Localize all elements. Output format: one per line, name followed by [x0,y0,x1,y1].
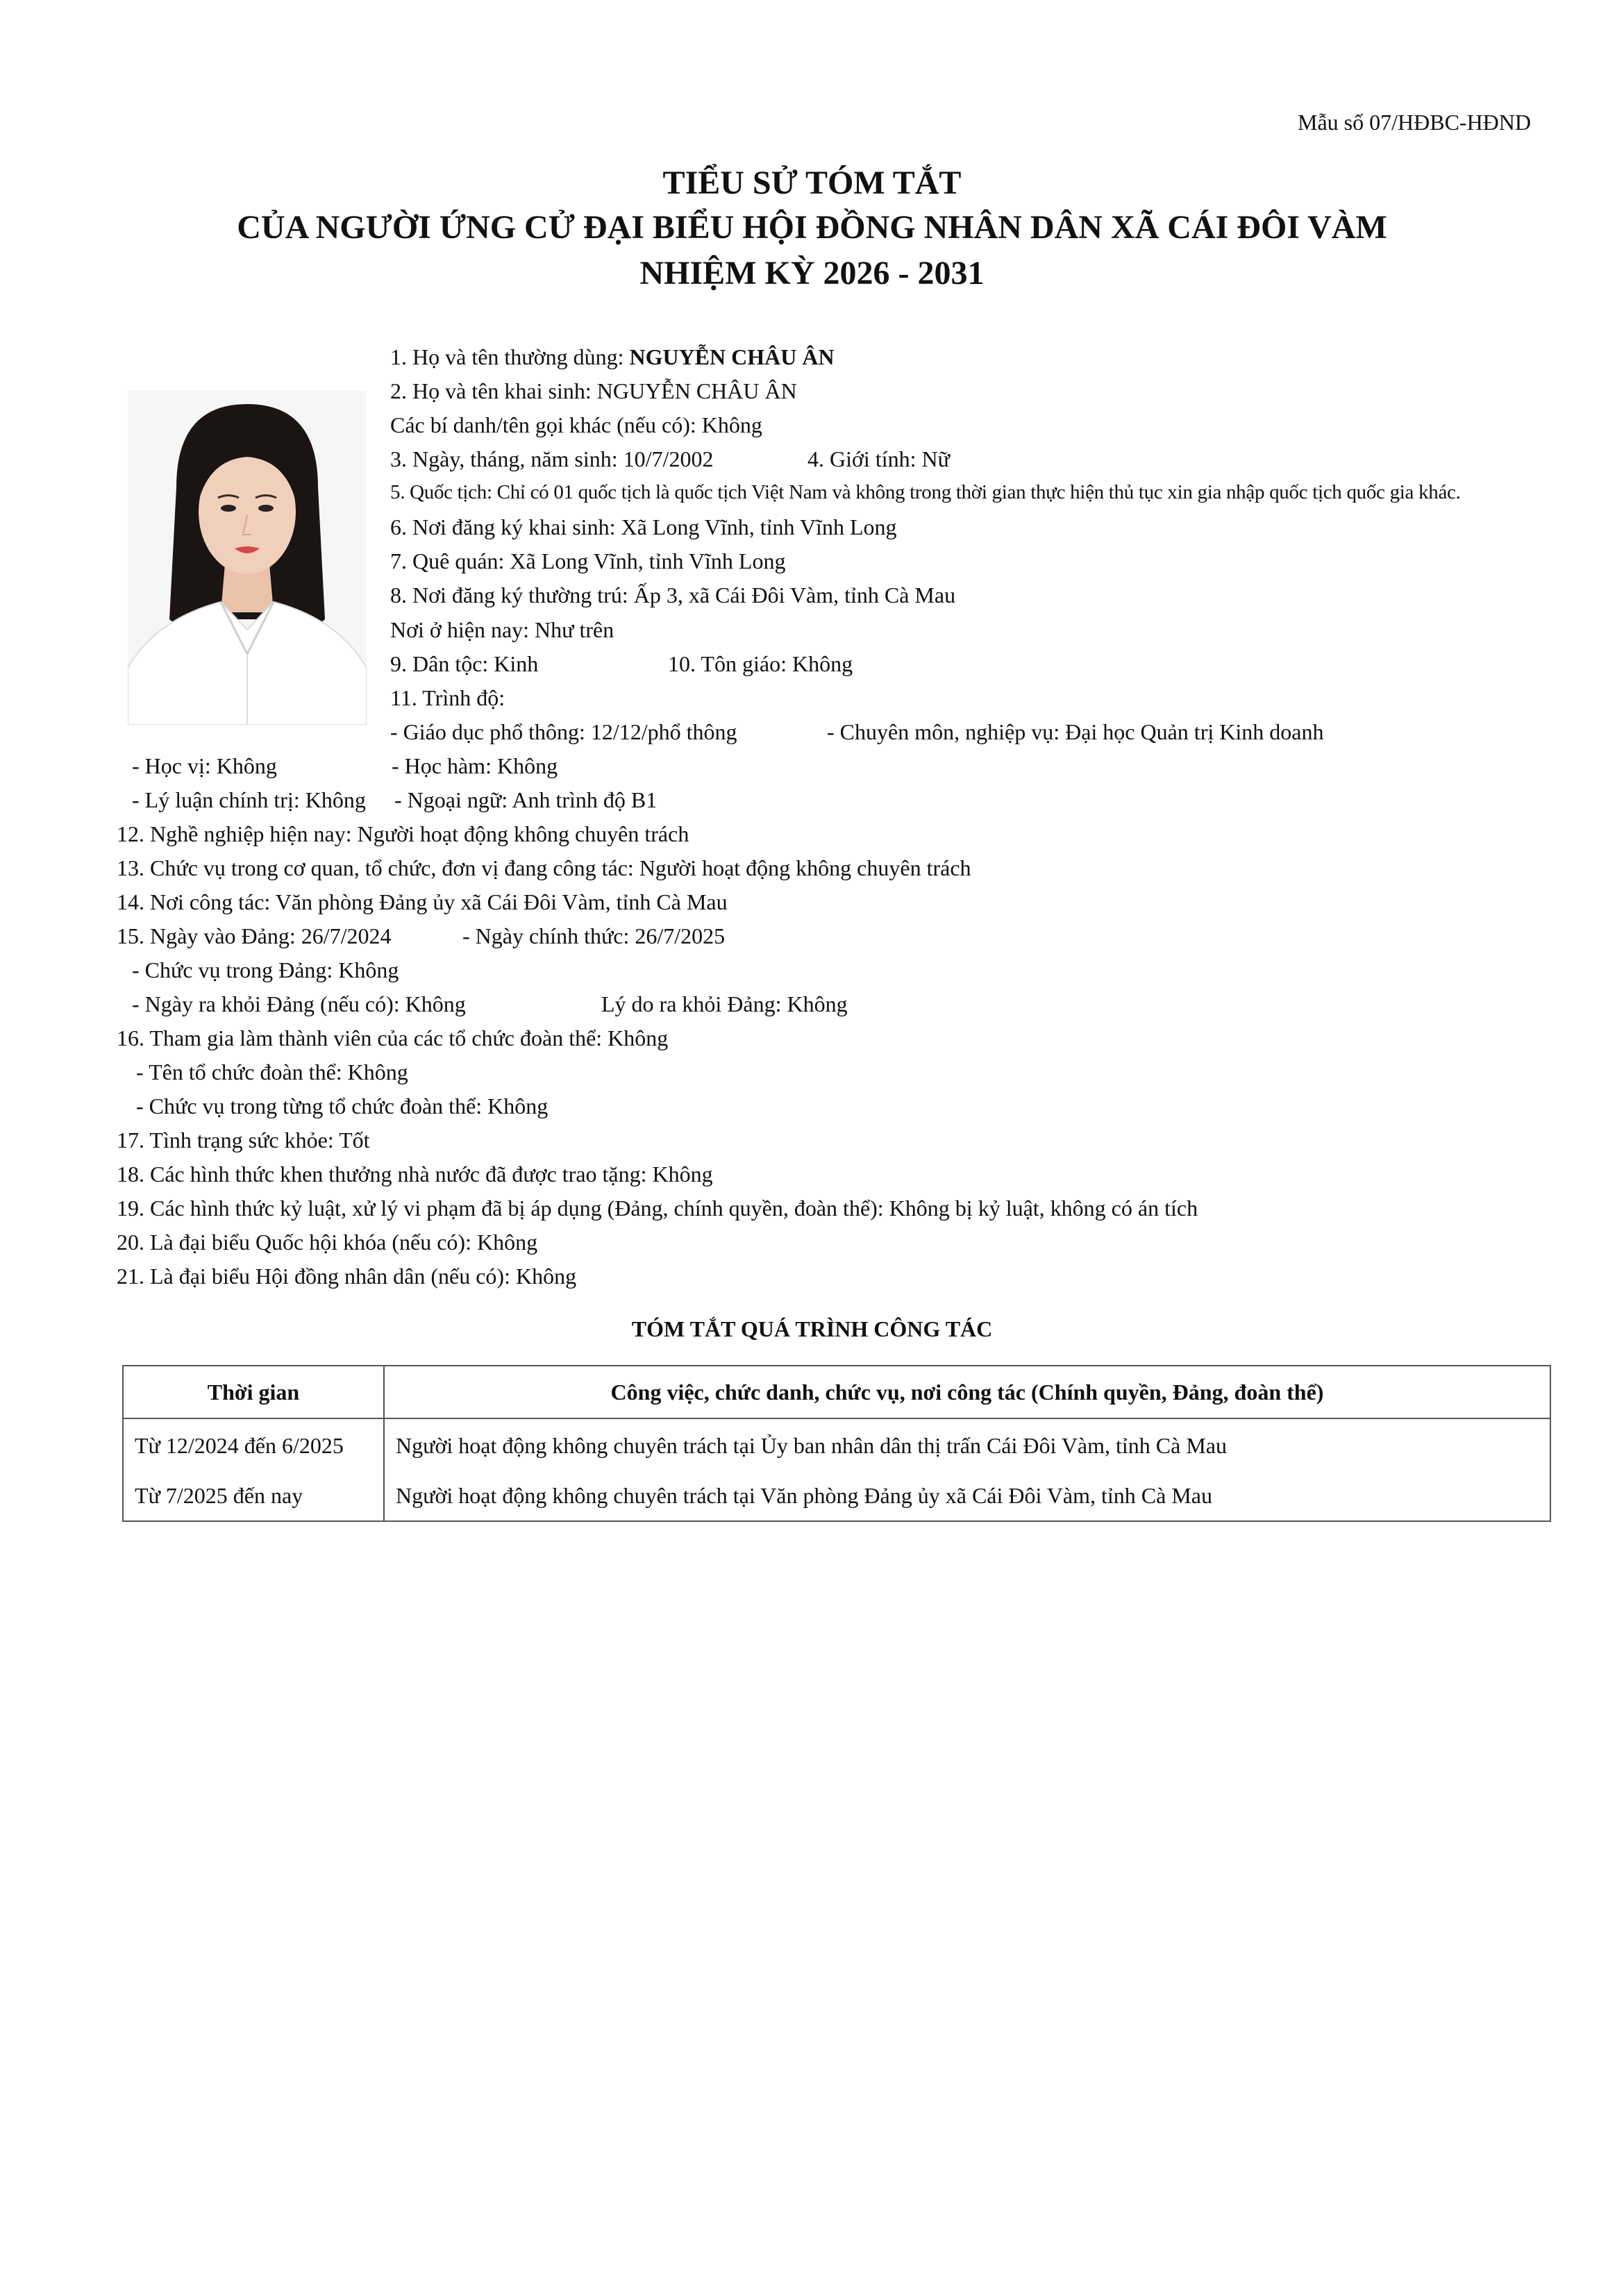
field-workplace: 14. Nơi công tác: Văn phòng Đảng ủy xã Cái Đôi Vàm, tỉnh Cà Mau [117,889,728,914]
field-organization-name: - Tên tổ chức đoàn thể: Không [136,1059,408,1084]
field-common-name [390,344,835,370]
field-nationality: 5. Quốc tịch: Chỉ có 01 quốc tịch là quốc tịch Việt Nam và không trong thời gian thực hiện thủ tục xin gia nhập quốc tịch quốc gia khác. [390,481,1461,503]
field-birth-name: 2. Họ và tên khai sinh: NGUYỄN CHÂU ÂN [390,378,797,403]
field-awards: 18. Các hình thức khen thưởng nhà nước đã được trao tặng: Không [117,1162,713,1187]
field-peoples-council: 21. Là đại biểu Hội đồng nhân dân (nếu có): Không [117,1264,577,1289]
field-general-education: - Giáo dục phổ thông: 12/12/phổ thông [390,719,737,744]
table-row [123,1470,1550,1521]
field-party-official-date: - Ngày chính thức: 26/7/2025 [462,923,726,948]
document-title: TIỂU SỬ TÓM TẮT [662,165,962,201]
table-cell-time: Từ 12/2024 đến 6/2025 [123,1418,384,1470]
field-birth-date: 3. Ngày, tháng, năm sinh: 10/7/2002 [390,446,714,471]
field-organization-position: - Chức vụ trong từng tổ chức đoàn thể: Không [136,1093,549,1118]
field-political-theory: - Lý luận chính trị: Không [132,787,366,812]
field-party-leave-reason: Lý do ra khỏi Đảng: Không [601,991,848,1016]
field-academic-title: - Học hàm: Không [392,753,558,778]
field-religion: 10. Tôn giáo: Không [668,651,853,676]
field-permanent-residence: 8. Nơi đăng ký thường trú: Ấp 3, xã Cái Đôi Vàm, tỉnh Cà Mau [390,583,956,607]
field-current-residence: Nơi ở hiện nay: Như trên [390,617,614,642]
field-party-admission: 15. Ngày vào Đảng: 26/7/2024 [117,923,392,948]
field-party-position: - Chức vụ trong Đảng: Không [132,957,399,982]
table-row [123,1418,1550,1470]
candidate-photo [128,390,367,725]
field-birth-registration: 6. Nơi đăng ký khai sinh: Xã Long Vĩnh, tỉnh Vĩnh Long [390,514,897,539]
field-common-name-label: 1. Họ và tên thường dùng: [390,344,630,369]
field-foreign-language: - Ngoại ngữ: Anh trình độ B1 [394,787,658,812]
table-cell-work: Người hoạt động không chuyên trách tại Ủy ban nhân dân thị trấn Cái Đôi Vàm, tỉnh Cà Mau [384,1418,1550,1470]
work-history-title: TÓM TẮT QUÁ TRÌNH CÔNG TÁC [631,1316,993,1341]
form-code: Mẫu số 07/HĐBC-HĐND [1298,110,1531,135]
field-position: 13. Chức vụ trong cơ quan, tổ chức, đơn vị đang công tác: Người hoạt động không chuyên trách [117,855,971,880]
field-common-name-value: NGUYỄN CHÂU ÂN [629,344,835,369]
field-academic-degree: - Học vị: Không [132,753,277,778]
field-national-assembly: 20. Là đại biểu Quốc hội khóa (nếu có): Không [117,1230,538,1255]
work-history-table [122,1365,1551,1522]
table-header-row [123,1366,1550,1418]
document-term: NHIỆM KỲ 2026 - 2031 [639,255,985,292]
field-organizations: 16. Tham gia làm thành viên của các tổ chức đoàn thể: Không [117,1025,669,1050]
field-aliases: Các bí danh/tên gọi khác (nếu có): Không [390,412,762,437]
document-subtitle: CỦA NGƯỜI ỨNG CỬ ĐẠI BIỂU HỘI ĐỒNG NHÂN DÂN XÃ CÁI ĐÔI VÀM [237,209,1387,246]
field-professional-qualification: - Chuyên môn, nghiệp vụ: Đại học Quản trị Kinh doanh [827,719,1324,744]
table-cell-work: Người hoạt động không chuyên trách tại Văn phòng Đảng ủy xã Cái Đôi Vàm, tỉnh Cà Mau [384,1470,1550,1521]
field-education-heading: 11. Trình độ: [390,685,505,710]
field-hometown: 7. Quê quán: Xã Long Vĩnh, tỉnh Vĩnh Long [390,548,786,573]
table-cell-time: Từ 7/2025 đến nay [123,1470,384,1521]
column-header-work: Công việc, chức danh, chức vụ, nơi công tác (Chính quyền, Đảng, đoàn thể) [384,1366,1550,1418]
field-party-leave-date: - Ngày ra khỏi Đảng (nếu có): Không [132,991,466,1016]
field-discipline: 19. Các hình thức kỷ luật, xử lý vi phạm đã bị áp dụng (Đảng, chính quyền, đoàn thể): Không bị kỷ luật, không có án tích [117,1196,1198,1221]
field-occupation: 12. Nghề nghiệp hiện nay: Người hoạt động không chuyên trách [117,821,689,846]
column-header-time: Thời gian [123,1366,384,1418]
field-ethnicity: 9. Dân tộc: Kinh [390,651,539,676]
field-gender: 4. Giới tính: Nữ [807,446,950,471]
field-health: 17. Tình trạng sức khỏe: Tốt [117,1128,370,1153]
candidate-portrait-icon [128,390,367,725]
